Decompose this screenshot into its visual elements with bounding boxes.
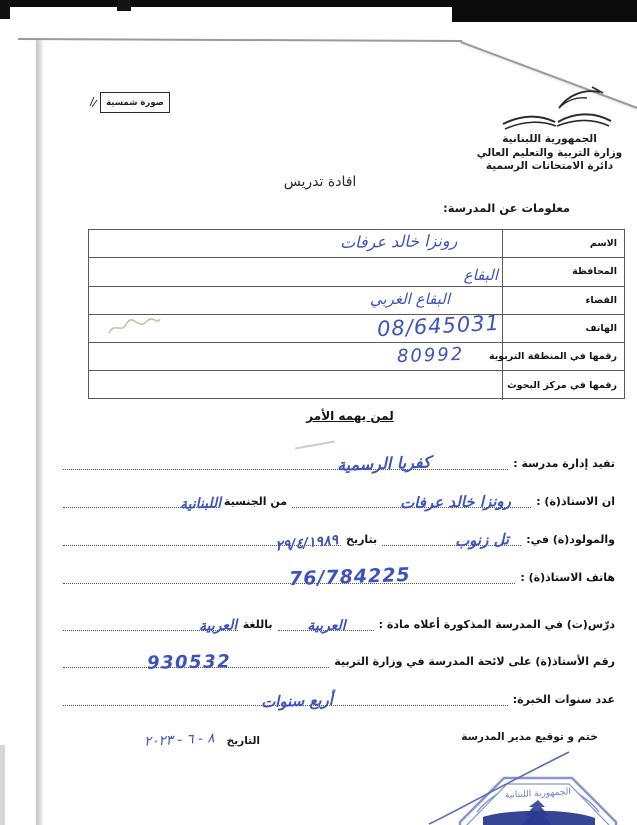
language-label: باللغة (242, 618, 273, 631)
birthplace-label: والمولود(ة) في: (526, 533, 615, 546)
birthdate-label: بتاريخ (346, 533, 378, 546)
stamp-caption: ختم و توقيع مدير المدرسة (461, 731, 598, 743)
school-info-table (88, 229, 625, 399)
dotted-line (63, 452, 508, 475)
handwritten-nationality: اللبنانية (179, 495, 222, 513)
nationality-label: من الجنسية (223, 495, 288, 508)
form-line-teacher (60, 490, 615, 513)
handwritten-subject: العربية (307, 618, 346, 634)
ministry-number-label: رقم الأستاذ(ة) على لائحة المدرسة في وزارة التربية (334, 655, 615, 668)
table-value-research-center-number (89, 371, 502, 399)
handwritten-registry-number: 80992 (396, 344, 465, 368)
handwritten-school-name: رونزا خالد عرفات (339, 230, 458, 253)
dotted-line (63, 651, 329, 674)
table-value-phone (89, 310, 502, 343)
pen-tick-mark (88, 94, 100, 110)
photo-box-label: صورة شمسية (106, 97, 164, 108)
paper-left-shadow (36, 40, 43, 825)
handwritten-governorate: البقاع (463, 266, 498, 285)
teacher-phone-label: هاتف الاستاذ(ة) : (520, 571, 615, 584)
date-row (65, 732, 260, 748)
scan-top-right-edge (452, 0, 637, 22)
pencil-scribble (107, 315, 162, 339)
handwritten-birthdate: ٢٩/٤/١٩٨٩ (274, 532, 340, 555)
handwritten-teacher-name: رونزا خالد عرفات (400, 492, 512, 512)
school-info-heading: معلومات عن المدرسة: (443, 201, 570, 215)
to-whom-heading: لمن يهمه الأمر (306, 409, 394, 423)
signature-stroke (425, 748, 575, 825)
table-value-governorate (89, 258, 502, 286)
form-line-school (60, 452, 615, 475)
form-line-birth (60, 528, 615, 555)
table-label-district: القضاء (502, 287, 624, 315)
handwritten-district: البقاع الغربي (369, 289, 450, 308)
table-value-name (89, 230, 502, 258)
handwritten-language: العربية (199, 617, 239, 635)
scan-notch-mark (117, 0, 131, 11)
header-department: دائرة الامتحانات الرسمية (485, 160, 614, 172)
dotted-line (63, 532, 341, 555)
form-line-experience (60, 688, 615, 712)
school-line-label: تفيد إدارة مدرسة : (513, 457, 615, 470)
table-label-edu-district-number: رقمها في المنطقة التربوية (502, 343, 624, 371)
subject-label: درّس(ت) في المدرسة المذكورة أعلاه مادة : (378, 618, 615, 631)
table-label-governorate: المحافظة (502, 258, 624, 286)
ministry-header (462, 133, 637, 174)
header-republic: الجمهورية اللبنانية (502, 133, 597, 145)
teacher-line-label: ان الاستاذ(ة) : (536, 495, 615, 508)
dotted-line (278, 617, 374, 634)
photo-placeholder-box (100, 92, 170, 113)
form-line-subject (60, 613, 615, 635)
dotted-line (63, 563, 515, 591)
form-line-ministry-number (60, 650, 615, 674)
table-value-district (89, 287, 502, 315)
table-value-edu-district-number (89, 343, 502, 371)
document-title: افادة تدريس (283, 174, 357, 190)
pencil-mark (295, 441, 335, 449)
dotted-line (292, 492, 531, 512)
handwritten-experience: أربع سنوات (260, 690, 334, 712)
header-ministry: وزارة التربية والتعليم العالي (476, 146, 623, 159)
dotted-line (382, 530, 521, 550)
scan-corner-mark (0, 0, 10, 19)
table-label-phone: الهاتف (502, 315, 624, 343)
dotted-line (63, 617, 239, 635)
stamp-text: الجمهورية اللبنانية (504, 787, 572, 801)
form-line-teacher-phone (60, 563, 615, 591)
handwritten-date: ٨ - ٦ - ٢٠٢٣ (143, 730, 216, 750)
handwritten-ministry-number: 930532 (146, 651, 232, 674)
ministry-logo-icon (497, 84, 617, 136)
table-label-name: الاسم (502, 230, 624, 258)
paper-top-edge (18, 38, 462, 41)
table-label-research-center-number: رقمها في مركز البحوث (502, 371, 624, 399)
paper-bottom-left-edge (0, 745, 5, 825)
handwritten-birthplace: تل زنوب (454, 530, 510, 550)
date-label: التاريخ (226, 735, 260, 747)
handwritten-teacher-phone: 76/784225 (288, 563, 411, 591)
handwritten-school: كفريا الرسمية (336, 452, 431, 475)
dotted-line (63, 494, 222, 513)
handwritten-school-phone: 08/645031 (376, 310, 501, 342)
dotted-line (63, 690, 508, 712)
experience-label: عدد سنوات الخبرة: (512, 693, 615, 706)
